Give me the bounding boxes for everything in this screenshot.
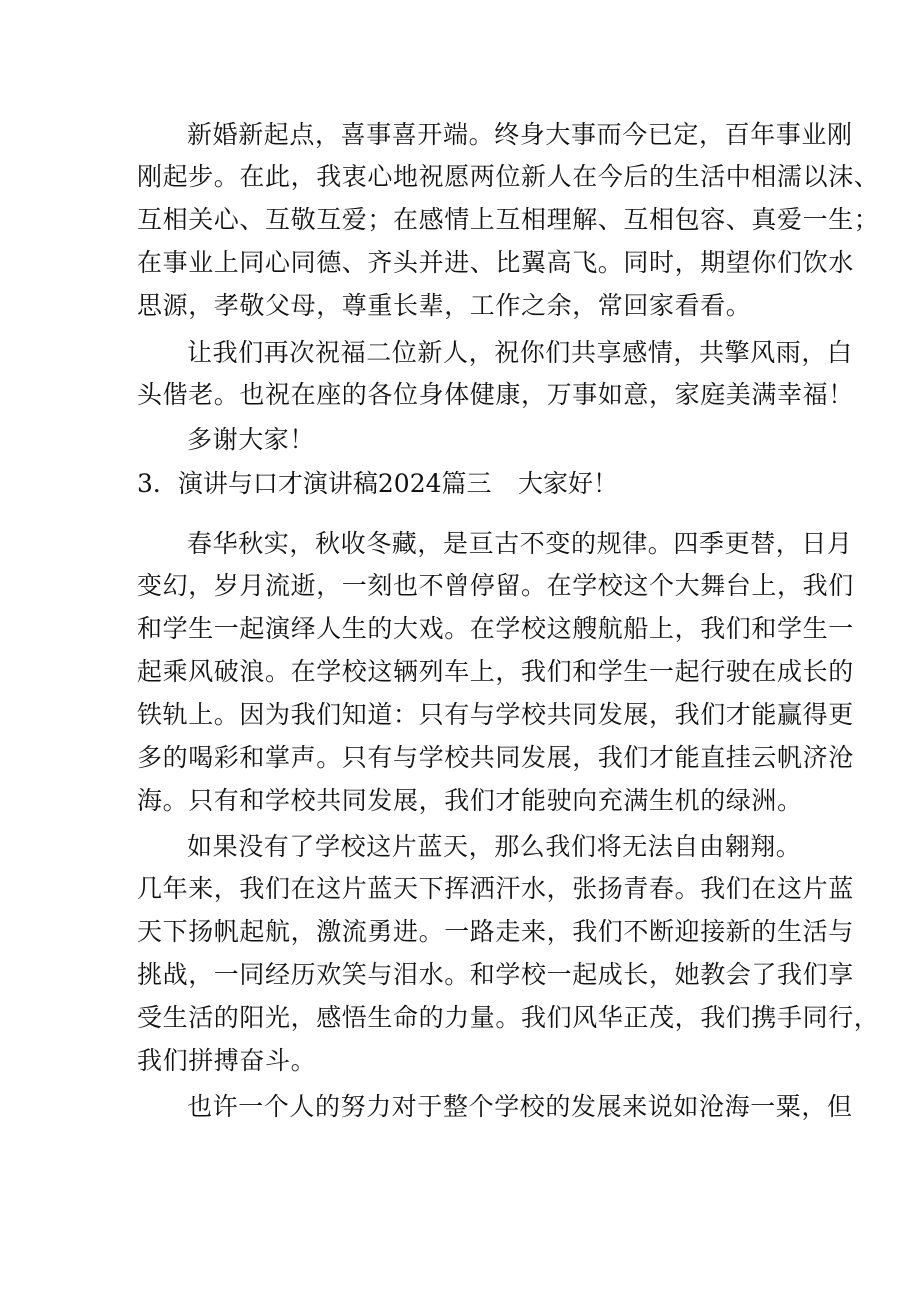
paragraph-line: 我们拼搏奋斗。 <box>137 1046 317 1075</box>
greeting-text: 大家好！ <box>518 469 619 498</box>
paragraph-line: 头偕老。也祝在座的各位身体健康，万事如意，家庭美满幸福！ <box>137 380 854 409</box>
paragraph-line: 挑战，一同经历欢笑与泪水。和学校一起成长，她教会了我们享 <box>137 960 854 989</box>
paragraph-line: 新婚新起点，喜事喜开端。终身大事而今已定，百年事业刚 <box>187 120 853 149</box>
paragraph-line: 多的喝彩和掌声。只有与学校共同发展，我们才能直挂云帆济沧 <box>137 743 854 772</box>
paragraph-line: 刚起步。在此，我衷心地祝愿两位新人在今后的生活中相濡以沫、 <box>137 162 880 191</box>
paragraph-line: 春华秋实，秋收冬藏，是亘古不变的规律。四季更替，日月 <box>187 529 853 558</box>
paragraph-line: 如果没有了学校这片蓝天，那么我们将无法自由翱翔。 <box>187 832 802 861</box>
paragraph-line: 铁轨上。因为我们知道：只有与学校共同发展，我们才能赢得更 <box>137 700 854 729</box>
paragraph-line: 互相关心、互敬互爱；在感情上互相理解、互相包容、真爱一生； <box>137 205 880 234</box>
paragraph-line: 几年来，我们在这片蓝天下挥洒汗水，张扬青春。我们在这片蓝 <box>137 874 854 903</box>
paragraph-line: 多谢大家！ <box>187 425 316 454</box>
paragraph-line: 受生活的阳光，感悟生命的力量。我们风华正茂，我们携手同行， <box>137 1003 880 1032</box>
paragraph-line: 变幻，岁月流逝，一刻也不曾停留。在学校这个大舞台上，我们 <box>137 571 854 600</box>
paragraph-line: 海。只有和学校共同发展，我们才能驶向充满生机的绿洲。 <box>137 786 803 815</box>
paragraph-line: 让我们再次祝福二位新人，祝你们共享感情，共擎风雨，白 <box>187 338 853 367</box>
section-heading <box>137 467 619 501</box>
paragraph-line: 在事业上同心同德、齐头并进、比翼高飞。同时，期望你们饮水 <box>137 248 854 277</box>
paragraph-line: 思源，孝敬父母，尊重长辈，工作之余，常回家看看。 <box>137 291 752 320</box>
paragraph-line: 起乘风破浪。在学校这辆列车上，我们和学生一起行驶在成长的 <box>137 657 854 686</box>
paragraph-line: 天下扬帆起航，激流勇进。一路走来，我们不断迎接新的生活与 <box>137 917 854 946</box>
paragraph-line: 也许一个人的努力对于整个学校的发展来说如沧海一粟，但 <box>187 1092 853 1121</box>
section-title: 3．演讲与口才演讲稿2024篇三 <box>137 469 492 498</box>
paragraph-line: 和学生一起演绎人生的大戏。在学校这艘航船上，我们和学生一 <box>137 614 854 643</box>
